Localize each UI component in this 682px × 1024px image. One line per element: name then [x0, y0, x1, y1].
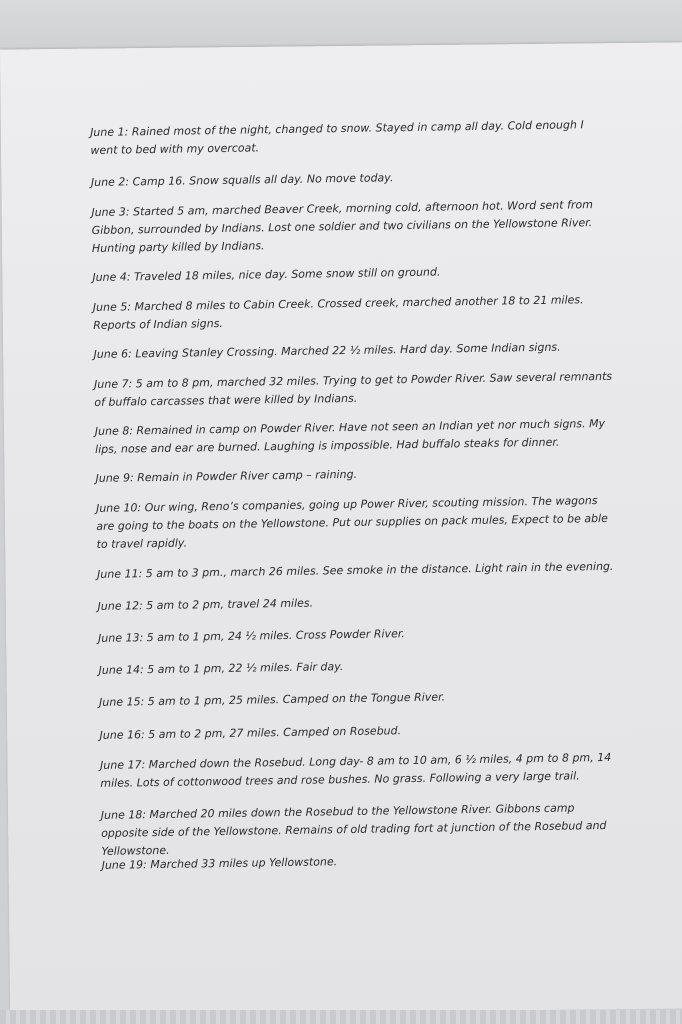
entry-june-6: June 6: Leaving Stanley Crossing. Marched 22 ½ miles. Hard day. Some Indian signs.	[93, 340, 561, 361]
entry-june-16: June 16: 5 am to 2 pm, 27 miles. Camped on Rosebud.	[99, 724, 402, 742]
entry-june-19: June 19: Marched 33 miles up Yellowstone.	[101, 855, 338, 872]
entry-june-14: June 14: 5 am to 1 pm, 22 ½ miles. Fair day.	[98, 660, 344, 677]
entry-june-3: June 3: Started 5 am, marched Beaver Creek, morning cold, afternoon hot. Word sent from Gibbon, surrounded by Indians. Lost one soldier and two civilians on the Yellowstone River. Hunting party killed by Indians.	[91, 198, 593, 255]
entry-june-8: June 8: Remained in camp on Powder River. Have not seen an Indian yet nor much signs. My lips, nose and ear are burned. Laughing is impossible. Had buffalo steaks for dinner.	[94, 416, 606, 456]
entry-june-18: June 18: Marched 20 miles down the Rosebud to the Yellowstone River. Gibbons camp opposite side of the Yellowstone. Remains of old trading fort at junction of the Rosebud and Yellowstone.	[100, 801, 607, 858]
entry-june-15: June 15: 5 am to 1 pm, 25 miles. Camped on the Tongue River.	[98, 690, 446, 709]
entry-june-13: June 13: 5 am to 1 pm, 24 ½ miles. Cross Powder River.	[97, 627, 405, 645]
entry-june-2: June 2: Camp 16. Snow squalls all day. No move today.	[90, 171, 394, 189]
entry-june-5: June 5: Marched 8 miles to Cabin Creek. Crossed creek, marched another 18 to 21 miles. Reports of Indian signs.	[92, 293, 584, 332]
entry-june-4: June 4: Traveled 18 miles, nice day. Some snow still on ground.	[92, 265, 441, 284]
entry-june-11: June 11: 5 am to 3 pm., march 26 miles. See smoke in the distance. Light rain in the evening.	[96, 559, 614, 581]
entry-june-10: June 10: Our wing, Reno’s companies, going up Power River, scouting mission. The wagons are going to the boats on the Yellowstone. Put our supplies on pack mules, Expect to be able to travel rapidly.	[95, 494, 608, 551]
entry-june-12: June 12: 5 am to 2 pm, travel 24 miles.	[97, 596, 314, 613]
entry-june-7: June 7: 5 am to 8 pm, marched 32 miles. Trying to get to Powder River. Saw several remnants of buffalo carcasses that were killed by Indians.	[93, 369, 613, 409]
entry-june-17: June 17: Marched down the Rosebud. Long day- 8 am to 10 am, 6 ½ miles, 4 pm to 8 pm, 14 miles. Lots of cottonwood trees and rose bushes. No grass. Following a very large trail.	[99, 750, 612, 790]
binder-edge-strip	[0, 1010, 682, 1024]
entry-june-1: June 1: Rained most of the night, changed to snow. Stayed in camp all day. Cold enough I went to bed with my overcoat.	[90, 118, 584, 157]
entry-june-9: June 9: Remain in Powder River camp – raining.	[95, 467, 358, 485]
